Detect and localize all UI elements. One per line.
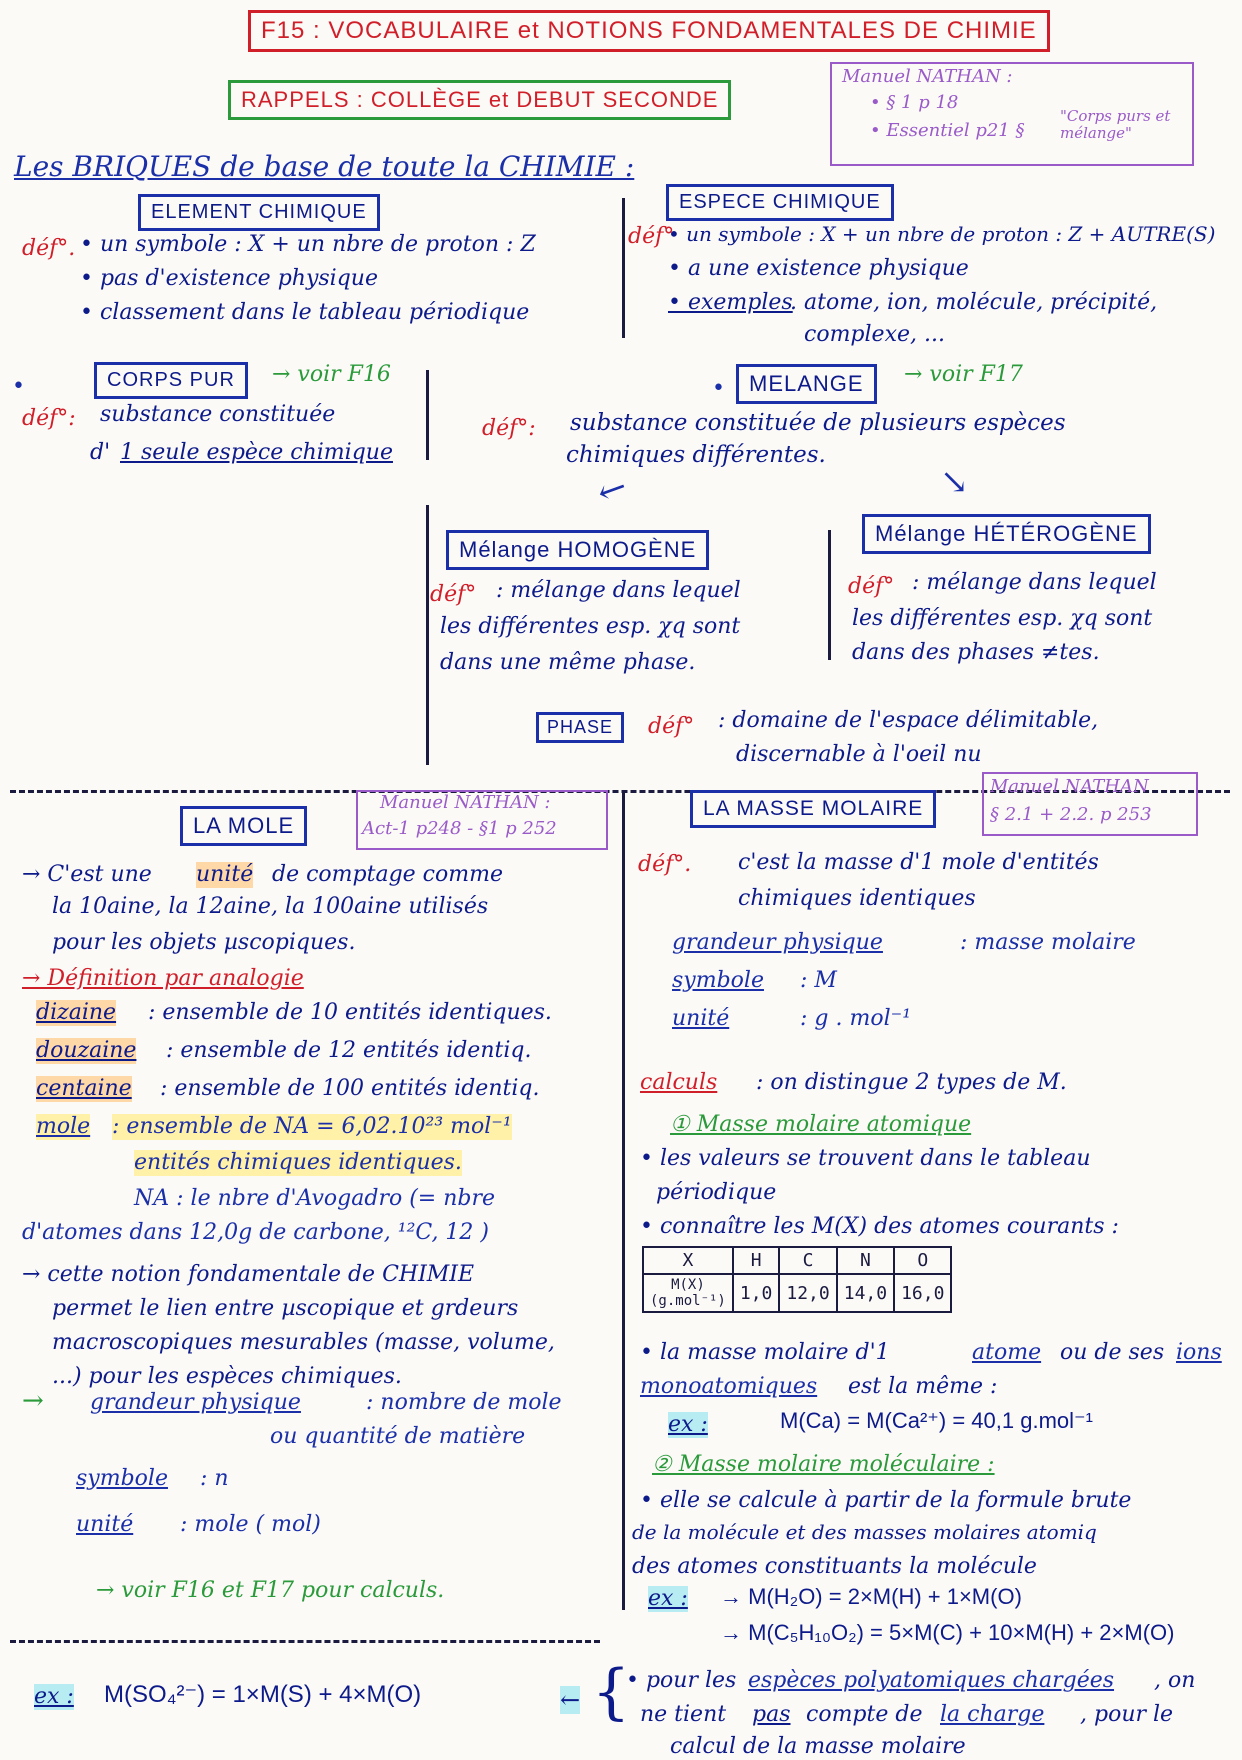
mole-grandeur-label: grandeur physique [90,1390,301,1415]
espece-line-2: • a une existence physique [668,256,969,281]
heterogene-title: Mélange HÉTÉROGÈNE [862,514,1151,554]
melange-link[interactable]: → voir F17 [904,362,1023,387]
mole-notion-2: permet le lien entre µscopique et grdeurs [52,1296,519,1321]
homogene-line-2: les différentes esp. χq sont [440,614,741,639]
masse-calculs-text: : on distingue 2 types de M. [756,1070,1067,1095]
manuel-line-2: • § 1 p 18 [870,92,959,113]
table-header-cell: H [733,1247,780,1274]
poly-line-1b: espèces polyatomiques chargées [748,1668,1115,1693]
poly-line-2d: la charge [940,1702,1045,1727]
heterogene-line-1: : mélange dans lequel [912,570,1157,595]
table-header-cell: O [894,1247,951,1274]
masse-calculs-label: calculs [640,1070,718,1095]
bullet-dot: • [12,374,25,399]
masse-unite-label: unité [672,1006,730,1031]
masse-atom-line-3: • connaître les M(X) des atomes courants : [640,1214,1119,1239]
masse-molaire-title: LA MASSE MOLAIRE [690,790,936,828]
arrow-to-heterogene-icon: ↘ [940,462,969,502]
briques-heading: Les BRIQUES de base de toute la CHIMIE : [14,150,635,183]
espece-line-3b: . atome, ion, molécule, précipité, [790,290,1158,315]
mole-unite-value: : mole ( mol) [180,1512,321,1537]
mole-mole: mole [36,1114,91,1139]
manuel-line-3: • Essentiel p21 § [870,120,1025,141]
mole-notion-1: → cette notion fondamentale de CHIMIE [22,1262,475,1287]
poly-line-2a: ne tient [640,1702,727,1727]
masse-def-label: déf°. [638,852,692,877]
arrow-icon: → [22,1386,44,1416]
divider-vertical-middle-2 [828,530,831,660]
espece-def-label: déf° [628,224,675,249]
table-header-cell: N [837,1247,894,1274]
phase-line-2: discernable à l'oeil nu [736,742,982,767]
element-chimique-title: ELEMENT CHIMIQUE [138,194,380,231]
masse-unite-value: : g . mol⁻¹ [800,1006,912,1031]
melange-line-2: chimiques différentes. [566,442,826,468]
divider-corps-pur [426,370,429,460]
masse-ex2-label: ex : [648,1586,688,1611]
masse-b2b: est la même : [848,1374,998,1399]
heterogene-line-2: les différentes esp. χq sont [852,606,1153,631]
mole-p1a: → C'est une [22,862,152,887]
brace-icon: { [592,1657,631,1727]
masse-manuel-line-2: § 2.1 + 2.2. p 253 [990,804,1152,825]
mole-grandeur-value: : nombre de mole [366,1390,562,1415]
mole-title: LA MOLE [180,806,307,846]
element-line-2: • pas d'existence physique [80,266,378,291]
mole-centaine-def: : ensemble de 100 entités identiq. [160,1076,540,1101]
molar-mass-table [642,1246,952,1313]
table-cell: 12,0 [779,1274,836,1312]
masse-b1c: ou de ses [1060,1340,1165,1365]
mole-douzaine: douzaine [36,1038,137,1063]
masse-manuel-line-1: Manuel NATHAN [990,776,1149,797]
mole-centaine: centaine [36,1076,132,1101]
masse-def-line-1: c'est la masse d'1 mole d'entités [738,850,1099,875]
mole-p2: la 10aine, la 12aine, la 100aine utilisés [52,894,489,919]
element-line-3: • classement dans le tableau périodique [80,300,530,325]
arrow-to-homogene-icon: ↙ [590,465,634,515]
mole-p1c: de comptage comme [272,862,503,887]
element-line-1: • un symbole : X + un nbre de proton : Z [80,232,536,257]
masse-def-line-2: chimiques identiques [738,886,976,911]
masse-grandeur-value: : masse molaire [960,930,1136,955]
mole-unite-label: unité [76,1512,134,1537]
corps-pur-link[interactable]: → voir F16 [272,362,391,387]
page-title: F15 : VOCABULAIRE et NOTIONS FONDAMENTALES DE CHIMIE [248,10,1050,52]
phase-title: PHASE [536,712,624,743]
mole-dizaine: dizaine [36,1000,117,1025]
heterogene-def-label: déf° [848,574,895,599]
masse-mol-line-3: des atomes constituants la molécule [632,1554,1037,1579]
mole-p3: pour les objets µscopiques. [52,930,356,955]
poly-line-2c: compte de [806,1702,923,1727]
melange-line-1: substance constituée de plusieurs espèces [570,410,1066,436]
poly-line-1a: • pour les [626,1668,737,1693]
mole-line-7: d'atomes dans 12,0g de carbone, ¹²C, 12 ) [22,1220,490,1245]
homogene-line-1: : mélange dans lequel [496,578,741,603]
mole-grandeur-value-2: ou quantité de matière [270,1424,526,1449]
table-header-cell: C [779,1247,836,1274]
poly-line-3: calcul de la masse molaire [670,1734,966,1759]
masse-atom-line-2: périodique [656,1180,777,1205]
corps-pur-title: CORPS PUR [94,362,248,399]
espece-chimique-title: ESPECE CHIMIQUE [666,184,894,221]
phase-def-label: déf° [648,714,695,739]
bottom-ex-label: ex : [34,1684,74,1709]
masse-symbole-value: : M [800,968,837,993]
manuel-line-4: "Corps purs et mélange" [1060,107,1171,142]
poly-line-1c: , on [1154,1668,1196,1693]
mole-p1b: unité [196,862,254,887]
homogene-def-label: déf° [430,582,477,607]
bottom-arrow-icon: ← [560,1686,581,1714]
table-cell: 14,0 [837,1274,894,1312]
table-row-label: M(X) (g.mol⁻¹) [643,1274,733,1312]
poly-line-2b: pas [752,1702,791,1727]
masse-atom-line-1: • les valeurs se trouvent dans le tableau [640,1146,1091,1171]
masse-type-1: ① Masse molaire atomique [670,1112,972,1137]
masse-ex-3: → M(C₅H₁₀O₂) = 5×M(C) + 10×M(H) + 2×M(O) [720,1620,1175,1645]
table-header-cell: X [643,1247,733,1274]
divider-vertical-top [622,198,625,338]
mole-symbole-value: : n [200,1466,229,1491]
bullet-dot: • [712,376,725,401]
mole-manuel-line-1: Manuel NATHAN : [380,792,551,813]
divider-vertical-bottom [622,790,625,1610]
masse-b1d: ions [1176,1340,1222,1365]
melange-def-label: déf°: [482,416,536,441]
mole-douzaine-def: : ensemble de 12 entités identiq. [166,1038,532,1063]
masse-b2a: monoatomiques [640,1374,818,1399]
masse-grandeur-label: grandeur physique [672,930,883,955]
divider-horizontal-2 [10,1640,600,1643]
rappels-banner: RAPPELS : COLLÈGE et DEBUT SECONDE [228,80,731,120]
mole-mole-def: : ensemble de NA = 6,02.10²³ mol⁻¹ [112,1114,512,1139]
table-cell: 1,0 [733,1274,780,1312]
mole-notion-3: macroscopiques mesurables (masse, volume, [52,1330,555,1355]
element-def-label: déf°. [22,236,76,261]
table-cell: 16,0 [894,1274,951,1312]
mole-manuel-line-2: Act-1 p248 - §1 p 252 [362,818,557,839]
homogene-line-3: dans une même phase. [440,650,696,675]
masse-b1b: atome [972,1340,1042,1365]
masse-ex-label: ex : [668,1412,708,1437]
mole-notion-4: ...) pour les espèces chimiques. [52,1364,402,1389]
bottom-ex-formula: M(SO₄²⁻) = 1×M(S) + 4×M(O) [104,1681,422,1708]
espece-line-1: • un symbole : X + un nbre de proton : Z + AUTRE(S) [668,222,1216,246]
heterogene-line-3: dans des phases ≠tes. [852,640,1100,665]
masse-mol-line-1: • elle se calcule à partir de la formule brute [640,1488,1132,1513]
manuel-line-1: Manuel NATHAN : [842,66,1013,87]
corps-pur-line-2a: d' [90,440,111,465]
corps-pur-def-label: déf°: [22,406,76,431]
masse-b1a: • la masse molaire d'1 [640,1340,890,1365]
espece-line-4: complexe, ... [804,322,945,347]
mole-dizaine-def: : ensemble de 10 entités identiques. [148,1000,552,1025]
mole-analogie: → Définition par analogie [22,966,304,991]
mole-symbole-label: symbole [76,1466,168,1491]
poly-line-2e: , pour le [1080,1702,1174,1727]
melange-title: MELANGE [736,364,877,404]
masse-symbole-label: symbole [672,968,764,993]
mole-voir-link[interactable]: → voir F16 et F17 pour calculs. [96,1578,445,1603]
masse-mol-line-2: de la molécule et des masses molaires atomiq [632,1520,1097,1544]
masse-ex-1: M(Ca) = M(Ca²⁺) = 40,1 g.mol⁻¹ [780,1408,1093,1433]
masse-type-2: ② Masse molaire moléculaire : [652,1452,995,1477]
homogene-title: Mélange HOMOGÈNE [446,530,709,570]
corps-pur-line-2b: 1 seule espèce chimique [120,440,393,465]
mole-line-6: NA : le nbre d'Avogadro (= nbre [134,1186,496,1211]
mole-line-5: entités chimiques identiques. [134,1150,462,1175]
espece-line-3a: • exemples [668,290,793,315]
masse-ex-2: → M(H₂O) = 2×M(H) + 1×M(O) [720,1584,1022,1609]
divider-vertical-middle [426,505,429,765]
phase-line-1: : domaine de l'espace délimitable, [718,708,1099,733]
corps-pur-line-1: substance constituée [100,402,336,427]
